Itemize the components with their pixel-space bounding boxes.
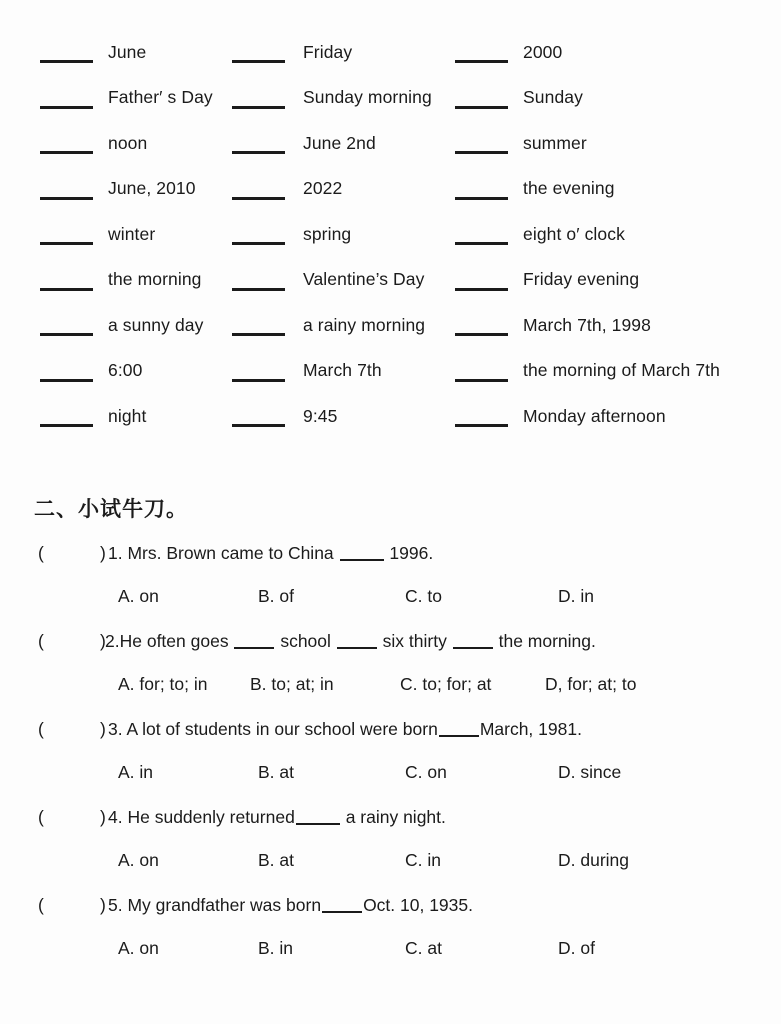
question-text-before: My grandfather was born xyxy=(127,895,322,915)
answer-bracket-close: ) xyxy=(100,895,106,915)
word-bank-item[interactable] xyxy=(40,258,202,294)
word-bank-item[interactable] xyxy=(232,30,352,66)
option-a[interactable]: A. for; to; in xyxy=(118,674,208,694)
answer-blank[interactable] xyxy=(232,197,285,200)
answer-bracket-open[interactable]: ( xyxy=(38,543,44,563)
answer-blank[interactable] xyxy=(40,197,93,200)
word-bank-row xyxy=(0,121,781,167)
word-bank-label: Valentine’s Day xyxy=(303,269,425,289)
answer-bracket-close: ) xyxy=(100,807,106,827)
word-bank-item[interactable] xyxy=(455,394,666,430)
word-bank-item[interactable] xyxy=(455,76,583,112)
option-d[interactable]: D. of xyxy=(558,938,595,958)
question-block xyxy=(0,719,781,807)
question-block xyxy=(0,895,781,983)
question-number: 3. xyxy=(108,719,123,739)
word-bank-label: Monday afternoon xyxy=(523,405,666,426)
option-a[interactable]: A. on xyxy=(118,586,159,606)
word-bank-label: June, 2010 xyxy=(108,178,196,198)
word-bank-row xyxy=(0,394,781,440)
question-text xyxy=(108,895,473,916)
inline-answer-blank[interactable] xyxy=(453,647,493,649)
word-bank-label: June xyxy=(108,41,147,62)
word-bank-item[interactable] xyxy=(455,212,625,248)
inline-answer-blank[interactable] xyxy=(340,559,384,561)
question-stem xyxy=(0,543,781,586)
answer-bracket-close: ) xyxy=(100,719,106,739)
question-text xyxy=(108,807,446,828)
answer-blank[interactable] xyxy=(455,333,508,336)
question-number: 5. xyxy=(108,895,123,915)
word-bank-label: a rainy morning xyxy=(303,314,426,335)
answer-blank[interactable] xyxy=(455,106,508,109)
word-bank-item[interactable] xyxy=(232,303,425,339)
word-bank-label: Sunday xyxy=(523,87,583,107)
word-bank-row xyxy=(0,212,781,258)
answer-bracket-close: ) xyxy=(100,543,106,563)
question-block xyxy=(0,631,781,719)
word-bank-item[interactable] xyxy=(232,121,376,157)
answer-blank[interactable] xyxy=(455,242,508,245)
question-stem xyxy=(0,895,781,938)
answer-blank[interactable] xyxy=(232,242,285,245)
option-c[interactable]: C. to xyxy=(405,586,442,606)
inline-answer-blank[interactable] xyxy=(296,823,340,825)
option-row xyxy=(0,850,781,895)
multiple-choice-list xyxy=(0,543,781,983)
answer-bracket-close: ) xyxy=(100,631,106,651)
section-two-heading: 二、小试牛刀。 xyxy=(34,497,188,521)
question-number: 1. xyxy=(108,543,123,563)
word-bank-label: 9:45 xyxy=(303,405,338,426)
answer-blank[interactable] xyxy=(455,288,508,291)
word-bank-item[interactable] xyxy=(455,258,639,294)
word-bank-label: June 2nd xyxy=(303,132,376,153)
option-row xyxy=(0,674,781,719)
option-b[interactable]: B. of xyxy=(258,586,294,606)
word-bank-item[interactable] xyxy=(40,212,155,248)
option-b[interactable]: B. at xyxy=(258,762,294,782)
question-block xyxy=(0,807,781,895)
answer-blank[interactable] xyxy=(232,60,285,63)
option-c[interactable]: C. to; for; at xyxy=(400,674,492,694)
answer-blank[interactable] xyxy=(232,379,285,382)
word-bank-item[interactable] xyxy=(232,349,382,385)
word-bank-label: winter xyxy=(108,223,156,244)
answer-blank[interactable] xyxy=(455,60,508,63)
word-bank-item[interactable] xyxy=(232,258,424,294)
word-bank-label: 2022 xyxy=(303,178,343,198)
word-bank-item[interactable] xyxy=(40,167,196,203)
question-text-after: Oct. 10, 1935. xyxy=(363,895,473,915)
question-number: 4. xyxy=(108,807,123,827)
word-bank-item[interactable] xyxy=(40,76,213,112)
answer-blank[interactable] xyxy=(232,424,285,427)
option-a[interactable]: A. on xyxy=(118,938,159,958)
question-number: 2. xyxy=(105,631,120,651)
word-bank-label: the morning of March 7th xyxy=(523,360,720,380)
word-bank-label: spring xyxy=(303,223,352,244)
word-bank-item[interactable] xyxy=(455,167,615,203)
answer-bracket-open[interactable]: ( xyxy=(38,719,44,739)
option-a[interactable]: A. in xyxy=(118,762,154,782)
question-text xyxy=(108,719,582,740)
answer-bracket-open[interactable]: ( xyxy=(38,895,44,915)
question-text-before: Mrs. Brown came to China xyxy=(127,543,334,563)
word-bank-row xyxy=(0,76,781,122)
answer-blank[interactable] xyxy=(455,151,508,154)
word-bank-label: noon xyxy=(108,132,148,153)
word-bank-item[interactable] xyxy=(455,349,720,385)
answer-blank[interactable] xyxy=(232,333,285,336)
word-bank-grid xyxy=(0,30,781,440)
question-text xyxy=(105,631,596,652)
question-text-after: the morning. xyxy=(498,631,596,651)
inline-answer-blank[interactable] xyxy=(322,911,362,913)
question-text-before: He suddenly returned xyxy=(127,807,295,827)
option-c[interactable]: C. at xyxy=(405,938,442,958)
answer-bracket-open[interactable]: ( xyxy=(38,807,44,827)
word-bank-item[interactable] xyxy=(232,394,337,430)
answer-blank[interactable] xyxy=(40,288,93,291)
question-text-after: a rainy night. xyxy=(345,807,446,827)
option-a[interactable]: A. on xyxy=(118,850,159,870)
answer-blank[interactable] xyxy=(40,151,93,154)
question-text-before: A lot of students in our school were born xyxy=(126,719,438,739)
word-bank-row xyxy=(0,167,781,213)
word-bank-label: night xyxy=(108,405,147,426)
option-b[interactable]: B. in xyxy=(258,938,294,958)
option-d[interactable]: D. in xyxy=(558,586,594,606)
word-bank-item[interactable] xyxy=(455,121,587,157)
question-text-mid1: school xyxy=(280,631,331,651)
word-bank-row xyxy=(0,30,781,76)
answer-blank[interactable] xyxy=(455,379,508,382)
option-c[interactable]: C. in xyxy=(405,850,441,870)
word-bank-item[interactable] xyxy=(40,394,146,430)
answer-blank[interactable] xyxy=(40,242,93,245)
answer-blank[interactable] xyxy=(40,424,93,427)
question-block xyxy=(0,543,781,631)
word-bank-label: Friday evening xyxy=(523,269,640,289)
answer-blank[interactable] xyxy=(40,379,93,382)
word-bank-item[interactable] xyxy=(40,349,142,385)
answer-blank[interactable] xyxy=(455,424,508,427)
word-bank-row xyxy=(0,349,781,395)
question-stem xyxy=(0,807,781,850)
word-bank-row xyxy=(0,258,781,304)
question-text-before: He often goes xyxy=(119,631,229,651)
word-bank-label: the morning xyxy=(108,269,202,289)
answer-blank[interactable] xyxy=(232,151,285,154)
word-bank-item[interactable] xyxy=(40,121,147,157)
word-bank-label: Friday xyxy=(303,41,353,62)
answer-blank[interactable] xyxy=(40,333,93,336)
answer-blank[interactable] xyxy=(455,197,508,200)
answer-blank[interactable] xyxy=(40,60,93,63)
word-bank-item[interactable] xyxy=(232,167,342,203)
word-bank-item[interactable] xyxy=(455,30,562,66)
word-bank-item[interactable] xyxy=(455,303,651,339)
word-bank-label: the evening xyxy=(523,178,615,198)
answer-blank[interactable] xyxy=(232,288,285,291)
option-d[interactable]: D. during xyxy=(558,850,630,870)
word-bank-label: March 7th, 1998 xyxy=(523,314,651,335)
option-d[interactable]: D. since xyxy=(558,762,622,782)
word-bank-label: a sunny day xyxy=(108,314,204,335)
word-bank-label: March 7th xyxy=(303,360,382,380)
inline-answer-blank[interactable] xyxy=(439,735,479,737)
word-bank-label: 2000 xyxy=(523,41,563,62)
question-text-after: 1996. xyxy=(389,543,434,563)
answer-blank[interactable] xyxy=(40,106,93,109)
word-bank-label: 6:00 xyxy=(108,360,143,380)
word-bank-item[interactable] xyxy=(40,303,203,339)
word-bank-item[interactable] xyxy=(232,212,351,248)
option-row xyxy=(0,586,781,631)
option-b[interactable]: B. to; at; in xyxy=(250,674,334,694)
inline-answer-blank[interactable] xyxy=(337,647,377,649)
word-bank-label: Father′ s Day xyxy=(108,87,213,107)
question-text xyxy=(108,543,433,564)
word-bank-item[interactable] xyxy=(232,76,432,112)
answer-bracket-open[interactable]: ( xyxy=(38,631,44,651)
option-row xyxy=(0,938,781,983)
question-text-mid2: six thirty xyxy=(382,631,447,651)
inline-answer-blank[interactable] xyxy=(234,647,274,649)
word-bank-label: Sunday morning xyxy=(303,87,432,107)
option-c[interactable]: C. on xyxy=(405,762,447,782)
word-bank-row xyxy=(0,303,781,349)
option-b[interactable]: B. at xyxy=(258,850,294,870)
question-text-after: March, 1981. xyxy=(479,719,582,739)
word-bank-item[interactable] xyxy=(40,30,146,66)
question-stem xyxy=(0,631,781,674)
question-stem xyxy=(0,719,781,762)
word-bank-label: summer xyxy=(523,132,587,153)
answer-blank[interactable] xyxy=(232,106,285,109)
word-bank-label: eight o′ clock xyxy=(523,223,625,244)
option-d[interactable]: D, for; at; to xyxy=(545,674,637,694)
option-row xyxy=(0,762,781,807)
